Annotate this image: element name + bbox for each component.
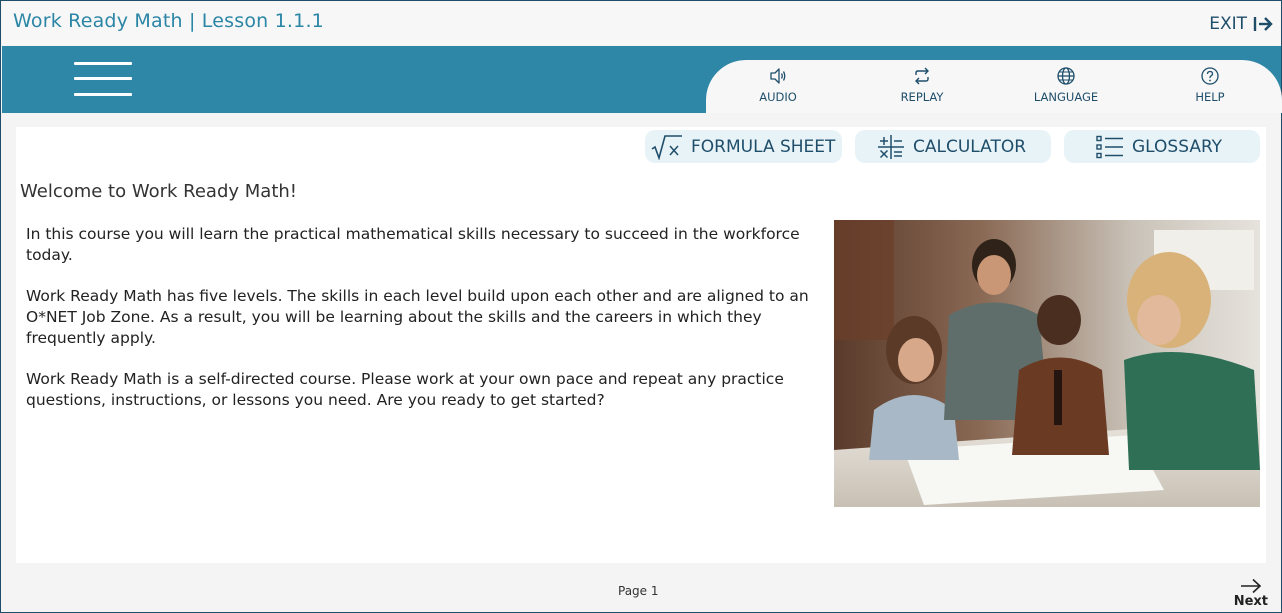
lesson-body	[26, 224, 816, 431]
help-icon	[1200, 66, 1220, 86]
audio-button[interactable]	[728, 66, 828, 104]
help-label: HELP	[1195, 90, 1225, 104]
tool-panel	[706, 60, 1282, 113]
calculator-button[interactable]	[855, 130, 1051, 163]
calculator-icon	[877, 134, 905, 160]
nav-band	[2, 46, 1281, 113]
replay-icon	[912, 66, 932, 86]
lesson-title: Work Ready Math | Lesson 1.1.1	[13, 10, 324, 32]
formula-sheet-button[interactable]	[645, 130, 842, 163]
replay-label: REPLAY	[900, 90, 944, 104]
language-label: LANGUAGE	[1033, 90, 1099, 104]
lesson-heading: Welcome to Work Ready Math!	[20, 181, 297, 202]
glossary-button[interactable]	[1064, 130, 1260, 163]
language-button[interactable]	[1016, 66, 1116, 104]
audio-label: AUDIO	[759, 90, 797, 104]
help-button[interactable]	[1160, 66, 1260, 104]
list-icon	[1096, 135, 1124, 159]
paragraph: Work Ready Math is a self-directed course. Please work at your own pace and repeat any practice questions, instructions, or lessons you need. Are you ready to get started?	[26, 370, 784, 409]
next-button[interactable]	[1234, 578, 1268, 609]
square-root-icon	[651, 134, 683, 160]
exit-button[interactable]	[1209, 14, 1273, 34]
paragraph: In this course you will learn the practical mathematical skills necessary to succeed in the workforce today.	[26, 225, 800, 264]
paragraph: Work Ready Math has five levels. The skills in each level build upon each other and are aligned to an O*NET Job Zone. As a result, you will be learning about the skills and the careers in which they frequently apply.	[26, 287, 809, 347]
exit-label: EXIT	[1209, 14, 1247, 34]
page-indicator: Page 1	[618, 584, 659, 598]
speaker-icon	[768, 66, 788, 86]
menu-icon[interactable]	[74, 62, 132, 98]
replay-button[interactable]	[872, 66, 972, 104]
title-bar	[2, 2, 1281, 45]
glossary-label: GLOSSARY	[1132, 136, 1223, 157]
arrow-right-icon	[1240, 578, 1262, 594]
globe-icon	[1056, 66, 1076, 86]
lesson-content	[16, 127, 1266, 563]
exit-icon	[1253, 15, 1273, 33]
team-photo	[834, 220, 1260, 507]
calculator-label: CALCULATOR	[913, 136, 1027, 157]
next-label: Next	[1233, 594, 1268, 609]
formula-sheet-label: FORMULA SHEET	[691, 136, 836, 157]
